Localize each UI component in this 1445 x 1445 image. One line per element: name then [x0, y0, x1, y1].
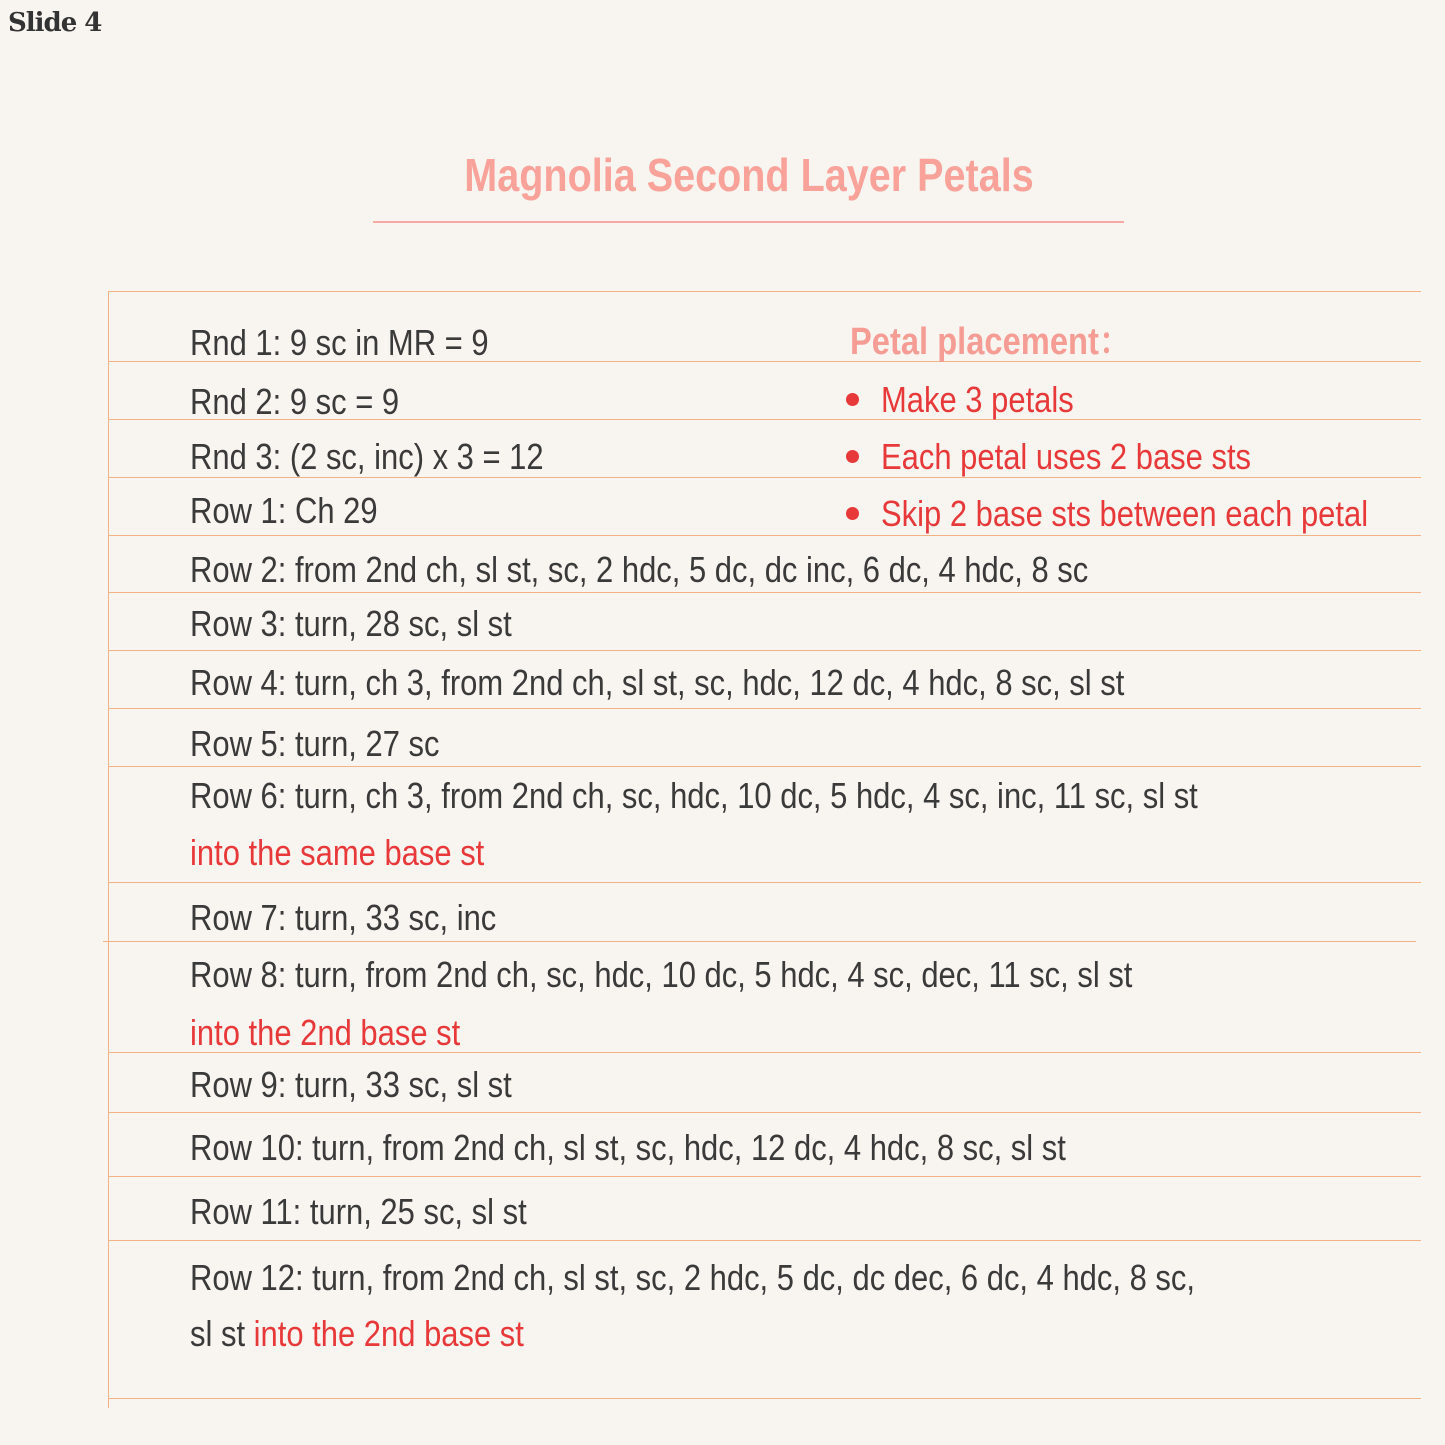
pattern-row-9: Row 9: turn, 33 sc, sl st [190, 1064, 512, 1105]
pattern-row-6-note: into the same base st [190, 832, 485, 873]
title-underline [373, 221, 1124, 223]
pattern-row-6: Row 6: turn, ch 3, from 2nd ch, sc, hdc, 10 dc, 5 hdc, 4 sc, inc, 11 sc, sl st [190, 775, 1198, 816]
ruled-line [108, 1240, 1421, 1241]
pattern-row-2: Row 2: from 2nd ch, sl st, sc, 2 hdc, 5 dc, dc inc, 6 dc, 4 hdc, 8 sc [190, 549, 1089, 590]
ruled-line [108, 1176, 1421, 1177]
ruled-line [108, 535, 1421, 536]
ruled-line [108, 477, 1421, 478]
pattern-row-11: Row 11: turn, 25 sc, sl st [190, 1191, 527, 1232]
row-12-plain-text: sl st [190, 1313, 254, 1354]
pattern-row-4: Row 4: turn, ch 3, from 2nd ch, sl st, sc, hdc, 12 dc, 4 hdc, 8 sc, sl st [190, 662, 1125, 703]
bullet-dot-icon [846, 507, 859, 520]
placement-bullet: Each petal uses 2 base sts [846, 437, 1311, 477]
pattern-row-12: Row 12: turn, from 2nd ch, sl st, sc, 2 hdc, 5 dc, dc dec, 6 dc, 4 hdc, 8 sc, [190, 1257, 1195, 1298]
ruled-line [108, 708, 1421, 709]
pattern-row-8: Row 8: turn, from 2nd ch, sc, hdc, 10 dc, 5 hdc, 4 sc, dec, 11 sc, sl st [190, 954, 1133, 995]
ruled-line [108, 1112, 1421, 1113]
ruled-line [108, 766, 1421, 767]
pattern-row-rnd3: Rnd 3: (2 sc, inc) x 3 = 12 [190, 436, 544, 477]
ruled-line [108, 1398, 1421, 1399]
bullet-dot-icon [846, 393, 859, 406]
pattern-row-7: Row 7: turn, 33 sc, inc [190, 897, 497, 938]
pattern-row-1: Row 1: Ch 29 [190, 490, 378, 531]
ruled-line [108, 650, 1421, 651]
ruled-line [108, 882, 1421, 883]
slide-label: Slide 4 [8, 8, 102, 38]
ruled-line [108, 592, 1421, 593]
pattern-row-rnd2: Rnd 2: 9 sc = 9 [190, 381, 400, 422]
ruled-line [108, 291, 1421, 292]
placement-bullet: Skip 2 base sts between each petal [846, 494, 1445, 534]
pattern-row-10: Row 10: turn, from 2nd ch, sl st, sc, hdc, 12 dc, 4 hdc, 8 sc, sl st [190, 1127, 1066, 1168]
row-12-note: into the 2nd base st [253, 1313, 524, 1354]
bullet-dot-icon [846, 450, 859, 463]
placement-bullet: Make 3 petals [846, 380, 1105, 420]
pattern-row-3: Row 3: turn, 28 sc, sl st [190, 603, 512, 644]
pattern-row-rnd1: Rnd 1: 9 sc in MR = 9 [190, 322, 489, 363]
pattern-row-12-cont [190, 1314, 524, 1354]
pattern-row-5: Row 5: turn, 27 sc [190, 723, 440, 764]
ruled-line [103, 941, 1416, 942]
pattern-row-8-note: into the 2nd base st [190, 1012, 461, 1053]
petal-placement-heading: Petal placement： [850, 321, 1132, 363]
page-title: Magnolia Second Layer Petals [464, 149, 1034, 201]
